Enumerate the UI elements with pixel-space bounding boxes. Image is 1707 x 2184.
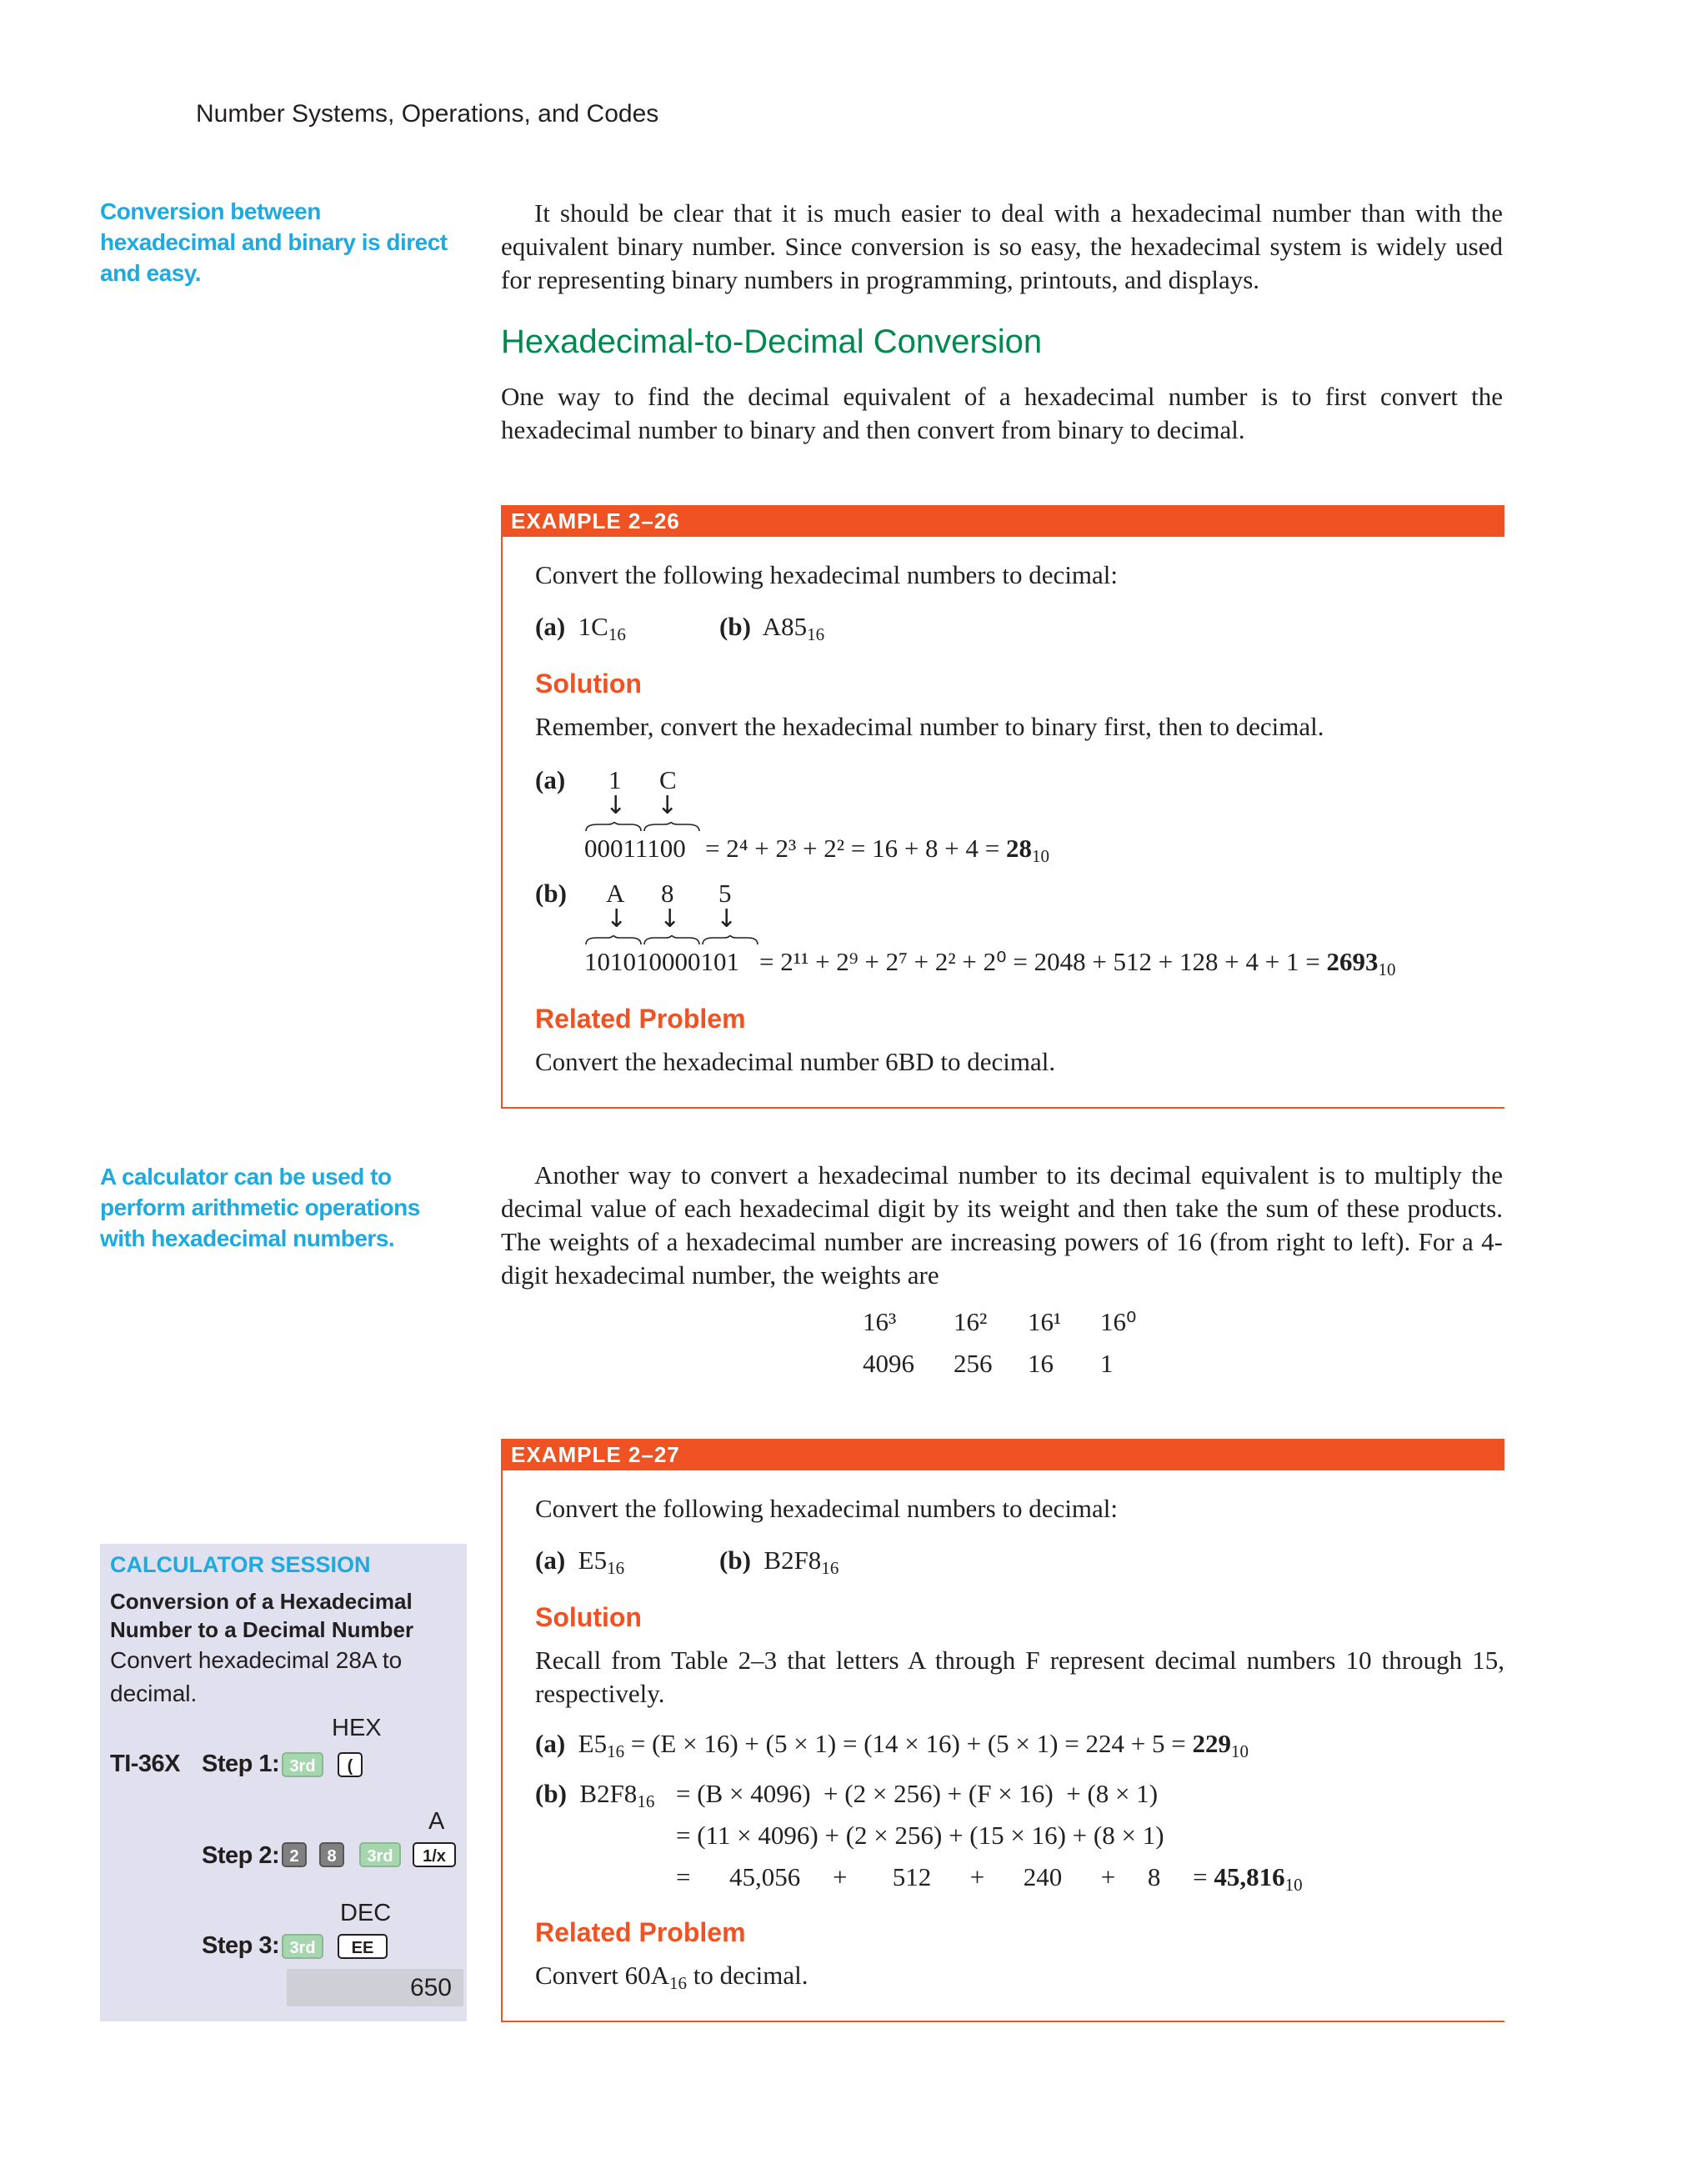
example-prompt: Convert the following hexadecimal numbers to decimal: <box>535 1494 1119 1523</box>
hex-digit: 5 <box>718 879 732 908</box>
step-2-label: Step 2: <box>202 1842 280 1869</box>
nibble-brace-icon <box>584 822 701 832</box>
solution-heading: Solution <box>535 669 642 699</box>
dec-mode-label: DEC <box>340 1900 392 1926</box>
down-arrow-icon: ↓ <box>657 791 678 820</box>
solution-b: (b) $B2F8_{16}$ <box>535 1779 655 1811</box>
paragraph-weights: Another way to convert a hexadecimal number to its decimal equivalent is to multiply the decimal value of each hexadecimal digit by its weight and then take the sum of these products. The weights of a hexadecimal number are increasing powers of 16 (from right to left). For a 4-digit hexadecimal number, the weights are <box>501 1160 1503 1290</box>
part-b-given: (b) $B2F8_{16}$ <box>719 1545 839 1578</box>
solution-a: (a) $E5_{16} = (E \times 16) + (5 \times 1) = (14 \times 16) + (5 \times 1) = 224 + 5 = 229_{10}$ <box>535 1729 1249 1761</box>
running-header: Number Systems, Operations, and Codes <box>196 100 659 128</box>
step-1-label: Step 1: <box>202 1751 280 1777</box>
calculator-title: CALCULATOR SESSION <box>110 1552 371 1577</box>
nibble-brace-icon <box>584 935 759 945</box>
key-2[interactable]: 2 <box>282 1842 307 1867</box>
key-open-paren[interactable]: ( <box>338 1752 363 1777</box>
weight-power: 16³ <box>863 1307 897 1336</box>
example-2-26 <box>501 505 1503 1109</box>
equation-b: = $2^{11} + 2^9 + 2^7 + 2^2 + 2^0 = 2048 + 512 + 128 + 4 + 1 = 2693_{10}$ <box>759 947 1396 979</box>
margin-note-calculator: A calculator can be used to perform arithmetic operations with hexadecimal numbers. <box>100 1164 420 1251</box>
binary-result-a: 00011100 <box>584 834 686 863</box>
key-3rd[interactable]: 3rd <box>282 1934 323 1959</box>
weight-value: 256 <box>954 1349 993 1378</box>
related-problem-text: Convert $60A_{16}$ to decimal. <box>535 1961 808 1993</box>
solution-text: Recall from Table 2–3 that letters A through F represent decimal numbers 10 through 15, respectively. <box>535 1646 1504 1708</box>
example-2-27 <box>501 1439 1503 2022</box>
weight-power: 16⁰ <box>1100 1307 1137 1336</box>
example-label: EXAMPLE 2–27 <box>503 1439 1504 1470</box>
weight-value: 16 <box>1028 1349 1054 1378</box>
down-arrow-icon: ↓ <box>606 904 628 934</box>
equation-b-line2: = (11 × 4096) + (2 × 256) + (15 × 16) + (8 × 1) <box>676 1821 1164 1850</box>
down-arrow-icon: ↓ <box>659 904 681 934</box>
part-a-given: (a) $1C_{16}$ <box>535 612 626 644</box>
calculator-subtitle: Conversion of a Hexadecimal Number to a Decimal Number <box>110 1589 414 1642</box>
paragraph-method: One way to find the decimal equivalent of a hexadecimal number is to first convert the hexadecimal number to binary and then convert from binary to decimal. <box>501 382 1503 444</box>
solution-b-label: (b) <box>535 879 567 908</box>
key-3rd[interactable]: 3rd <box>282 1752 323 1777</box>
related-problem-text: Convert the hexadecimal number 6BD to decimal. <box>535 1047 1056 1076</box>
margin-note-hex-binary: Conversion between hexadecimal and binary is direct and easy. <box>100 198 448 286</box>
example-bottom-rule <box>503 1107 1504 1109</box>
key-8[interactable]: 8 <box>319 1842 344 1867</box>
equation-b-line1: = (B × 4096) + (2 × 256) + (F × 16) + (8 × 1) <box>676 1779 1159 1808</box>
example-bottom-rule <box>503 2021 1504 2022</box>
weight-power: 16¹ <box>1028 1307 1062 1336</box>
calculator-session <box>100 1544 467 2021</box>
solution-text: Remember, convert the hexadecimal number to binary first, then to decimal. <box>535 712 1324 741</box>
key-ee[interactable]: EE <box>338 1934 388 1959</box>
step-3-label: Step 3: <box>202 1932 280 1959</box>
example-label: EXAMPLE 2–26 <box>503 505 1504 537</box>
hex-digit: 1 <box>608 765 622 794</box>
down-arrow-icon: ↓ <box>605 791 627 820</box>
example-prompt: Convert the following hexadecimal numbers to decimal: <box>535 560 1119 589</box>
solution-a-label: (a) <box>535 765 566 794</box>
related-problem-heading: Related Problem <box>535 1917 746 1947</box>
hex-digit: C <box>659 765 677 794</box>
part-b-given: (b) $A85_{16}$ <box>719 612 825 644</box>
weight-power: 16² <box>954 1307 988 1336</box>
calculator-display: 650 <box>287 1969 463 2006</box>
hex-digit: A <box>606 879 625 908</box>
key-3rd[interactable]: 3rd <box>359 1842 401 1867</box>
related-problem-heading: Related Problem <box>535 1004 746 1034</box>
solution-heading: Solution <box>535 1602 642 1632</box>
calculator-description: Convert hexadecimal 28A to decimal. <box>110 1647 403 1706</box>
part-a-given: (a) $E5_{16}$ <box>535 1545 625 1578</box>
calculator-model: TI-36X <box>110 1751 181 1777</box>
a-function-label: A <box>428 1808 445 1835</box>
hex-digit: 8 <box>661 879 674 908</box>
weight-value: 1 <box>1100 1349 1114 1378</box>
binary-result-b: 101010000101 <box>584 947 739 976</box>
section-title: Hexadecimal-to-Decimal Conversion <box>501 323 1043 360</box>
weight-value: 4096 <box>863 1349 914 1378</box>
hex-mode-label: HEX <box>332 1715 382 1741</box>
equation-b-line3: = 45,056 + 512 + 240 + 8 = $45,816_{10}$ <box>676 1862 1303 1895</box>
equation-a: = $2^4 + 2^3 + 2^2 = 16 + 8 + 4 = 28_{10}$ <box>705 834 1050 866</box>
key-reciprocal[interactable]: 1/x <box>413 1842 456 1867</box>
down-arrow-icon: ↓ <box>716 904 738 934</box>
paragraph-intro: It should be clear that it is much easier to deal with a hexadecimal number than with the equivalent binary number. Since conversion is so easy, the hexadecimal system is widely used for representing binary numbers in programming, printouts, and displays. <box>501 198 1503 294</box>
